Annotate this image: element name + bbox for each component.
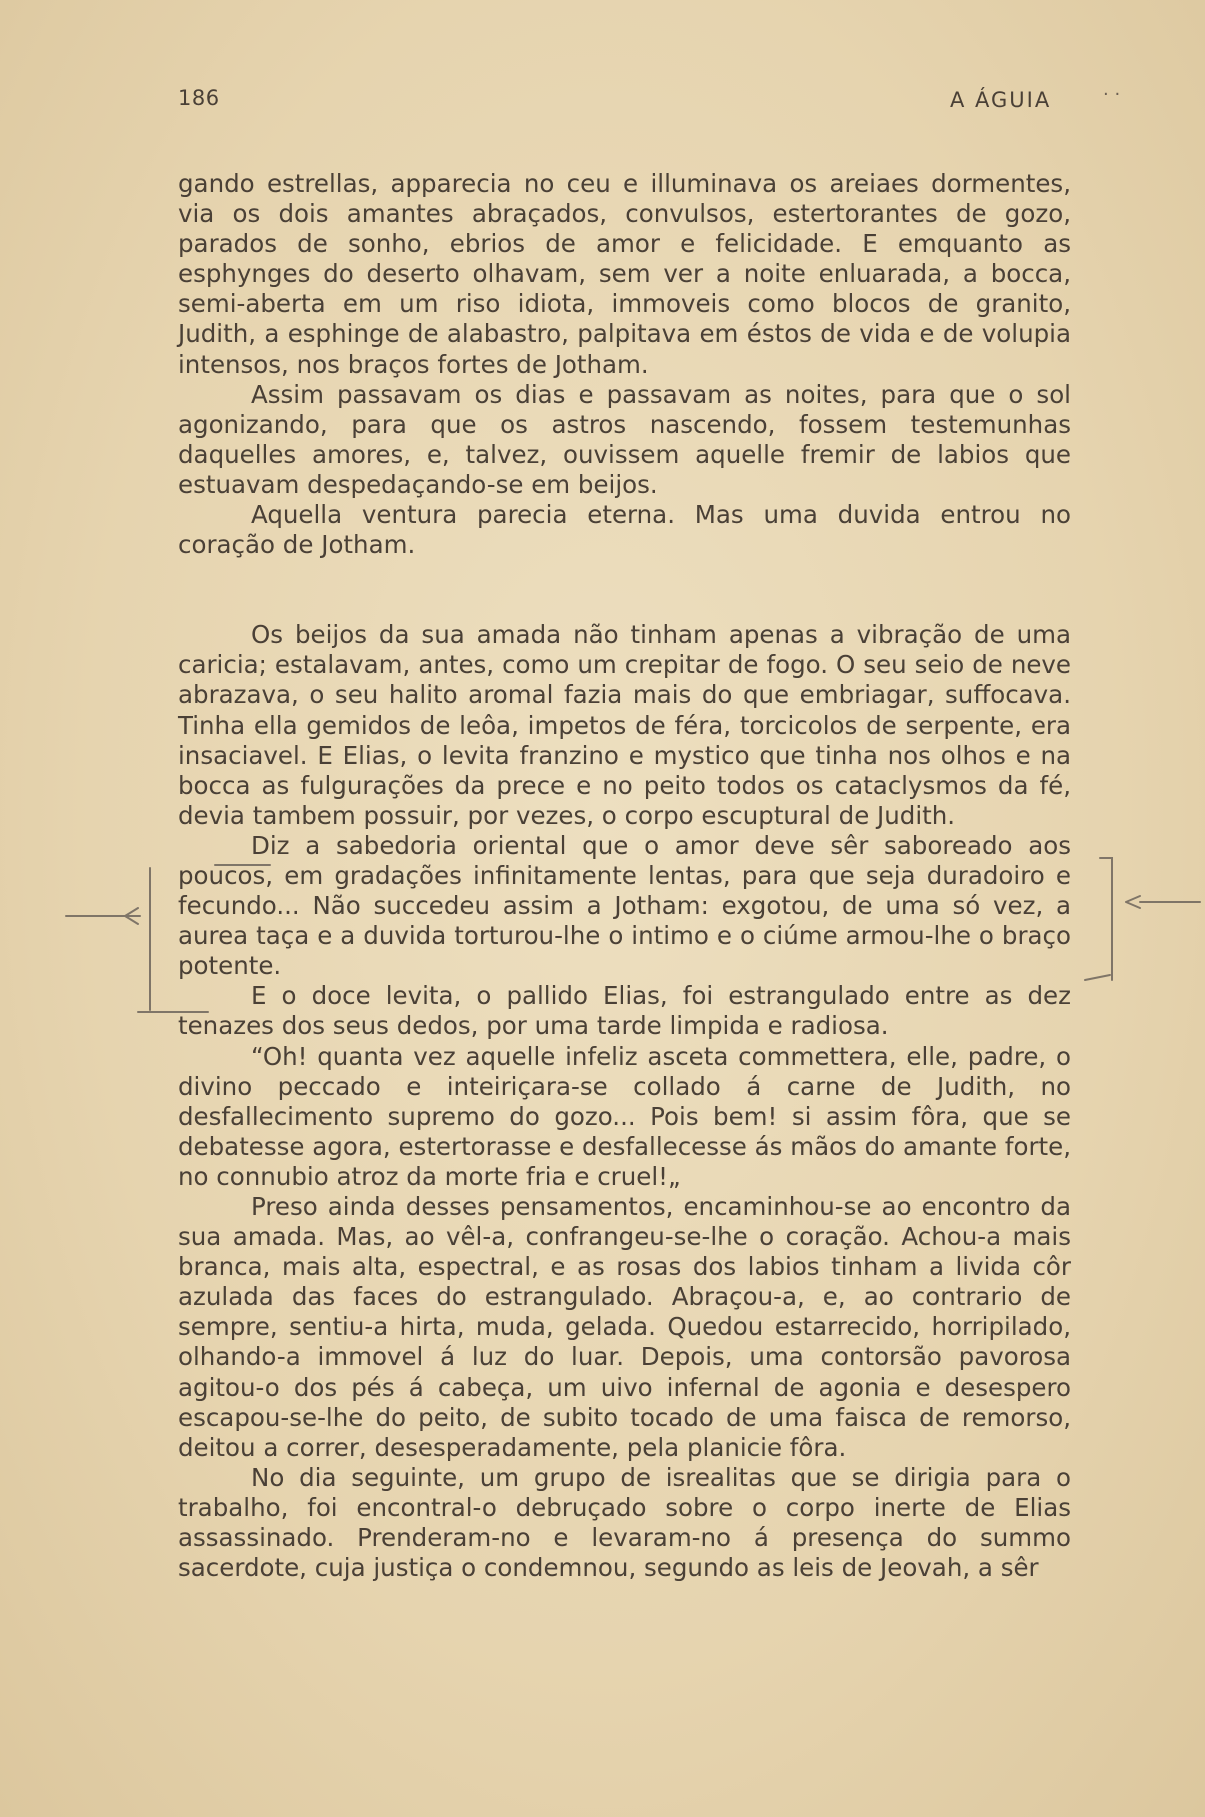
page-number: 186 [178,86,220,110]
pencil-bracket-right [1100,858,1112,980]
paragraph: Assim passavam os dias e passavam as noites, para que o sol agonizando, para que os astros nascendo, fossem testemunhas daquelles amores, e, talvez, ouvissem aquelle fremir de labios que estuavam despedaçando-se em beijos. [178,379,1071,499]
section-break [178,560,1071,620]
pencil-mark: · · [1103,84,1121,105]
arrow-head-icon [125,908,138,924]
paragraph: Os beijos da sua amada não tinham apenas a vibração de uma caricia; estalavam, antes, como um crepitar de fogo. O seu seio de neve abrazava, o seu halito aromal fazia mais do que embriagar, suffocava. Tinha ella gemidos de leôa, impetos de féra, torcicolos de serpente, era insaciavel. E Elias, o levita franzino e mystico que tinha nos olhos e na bocca as fulgurações da prece e no peito todos os cataclysmos da fé, devia tambem possuir, por vezes, o corpo escuptural de Judith. [178,620,1071,830]
body-text [178,169,1071,1583]
paragraph: No dia seguinte, um grupo de isrealitas que se dirigia para o trabalho, foi encontral-o debruçado sobre o corpo inerte de Elias assassinado. Prenderam-no e levaram-no á presença do summo sacerdote, cuja justiça o condemnou, segundo as leis de Jeovah, a sêr [178,1462,1071,1583]
paragraph: gando estrellas, apparecia no ceu e illuminava os areiaes dormentes, via os dois amantes abraçados, convulsos, estertorantes de gozo, parados de sonho, ebrios de amor e felicidade. E emquanto as esphynges do deserto olhavam, sem ver a noite enluarada, a bocca, semi-aberta em um riso idiota, immoveis como blocos de granito, Judith, a esphinge de alabastro, palpitava em éstos de vida e de volupia intensos, nos braços fortes de Jotham. [178,169,1071,379]
paragraph: Aquella ventura parecia eterna. Mas uma duvida entrou no coração de Jotham. [178,500,1071,560]
paragraph: Diz a sabedoria oriental que o amor deve sêr saboreado aos poucos, em gradações infinitamente lentas, para que seja duradoiro e fecundo... Não succedeu assim a Jotham: exgotou, de uma só vez, a aurea taça e a duvida torturou-lhe o intimo e o ciúme armou-lhe o braço potente. [178,830,1071,981]
running-title: A ÁGUIA [950,88,1052,112]
paragraph: “Oh! quanta vez aquelle infeliz asceta commettera, elle, padre, o divino peccado e inteiriçara-se collado á carne de Judith, no desfallecimento supremo do gozo... Pois bem! si assim fôra, que se debatesse agora, estertorasse e desfallecesse ás mãos do amante forte, no connubio atroz da morte fria e cruel!„ [178,1041,1072,1191]
arrow-head-icon [1126,896,1140,908]
paragraph: Preso ainda desses pensamentos, encaminhou-se ao encontro da sua amada. Mas, ao vêl-a, confrangeu-se-lhe o coração. Achou-a mais branca, mais alta, espectral, e as rosas dos labios tinham a livida côr azulada das faces do estrangulado. Abraçou-a, e, ao contrario de sempre, sentiu-a hirta, muda, gelada. Quedou estarrecido, horripilado, olhando-a immovel á luz do luar. Depois, uma contorsão pavorosa agitou-o dos pés á cabeça, um uivo infernal de agonia e desespero escapou-se-lhe do peito, de subito tocado de uma faisca de remorso, deitou a correr, desesperadamente, pela planicie fôra. [178,1192,1071,1462]
paragraph: E o doce levita, o pallido Elias, foi estrangulado entre as dez tenazes dos seus dedos, por uma tarde limpida e radiosa. [178,981,1071,1041]
pencil-stroke [1085,975,1110,980]
